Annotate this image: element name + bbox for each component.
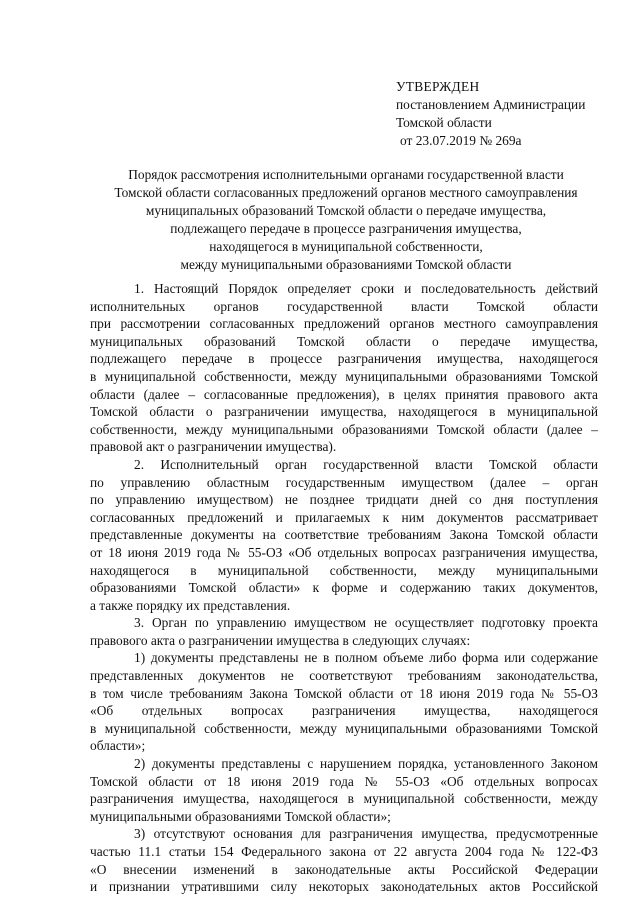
title-line: Томской области согласованных предложений органов местного самоуправления — [114, 185, 578, 200]
text-line: от 18 июня 2019 года № 55-ОЗ «Об отдельных вопросах разграничения имущества, — [90, 544, 598, 560]
paragraph-3 — [90, 614, 598, 649]
text-line: а также порядку их представления. — [90, 597, 291, 613]
list-item-3 — [90, 825, 598, 895]
text-line: правовой акт о разграничении имущества). — [90, 439, 337, 455]
paragraph-1 — [90, 280, 598, 456]
text-line: Томской области о разграничении имущества, находящегося в муниципальной — [90, 404, 598, 420]
text-line: муниципальных образований Томской области о передаче имущества, — [90, 333, 598, 349]
title-line: муниципальных образований Томской области о передаче имущества, — [145, 203, 547, 218]
text-line: по управлению имуществом) не позднее тридцати дней со дня поступления — [90, 492, 598, 508]
text-line: области»; — [90, 738, 146, 754]
list-item-1 — [90, 649, 598, 755]
text-line: при рассмотрении согласованных предложений органов местного самоуправления — [90, 316, 598, 332]
text-line: в муниципальной собственности, между муниципальными образованиями Томской — [90, 720, 598, 736]
text-line: согласованных предложений и прилагаемых к ним документов рассматривает — [90, 509, 598, 525]
approval-date-line: от 23.07.2019 № 269а — [400, 133, 522, 148]
text-line: и признании утратившими силу некоторых законодательных актов Российской — [90, 879, 598, 895]
text-line: в муниципальной собственности, между муниципальными образованиями Томской — [90, 368, 598, 384]
paragraph-2 — [90, 456, 598, 614]
text-line: 3) отсутствуют основания для разграничения имущества, предусмотренные — [134, 826, 598, 842]
document-title — [90, 166, 602, 274]
text-line: образованиями Томской области» к форме и содержанию таких документов, — [90, 580, 598, 596]
text-line: правового акта о разграничении имущества в следующих случаях: — [90, 632, 471, 648]
text-line: частью 11.1 статьи 154 Федерального закона от 22 августа 2004 года № 122-ФЗ — [90, 844, 598, 859]
document-body — [90, 280, 598, 896]
text-line: по управлению областным государственным имуществом (далее – орган — [90, 474, 598, 490]
title-line: Порядок рассмотрения исполнительными органами государственной власти — [128, 167, 564, 182]
approval-region-line: Томской области — [396, 115, 492, 130]
text-line: в том числе требованиям Закона Томской области от 18 июня 2019 года № 55-ОЗ — [90, 685, 598, 701]
text-line: собственности, между муниципальными образованиями Томской области (далее – — [90, 421, 598, 437]
text-line: области (далее – согласованные предложения), в целях принятия правового акта — [90, 386, 598, 402]
list-item-2 — [90, 755, 598, 825]
title-line: находящегося в муниципальной собственности, — [209, 239, 483, 254]
text-line: 2) документы представлены с нарушением порядка, установленного Законом — [134, 756, 598, 772]
title-line: между муниципальными образованиями Томской области — [180, 257, 512, 272]
text-line: 3. Орган по управлению имуществом не осуществляет подготовку проекта — [134, 615, 598, 631]
text-line: представленных документов не соответствуют требованиям законодательства, — [90, 668, 598, 684]
text-line: 1. Настоящий Порядок определяет сроки и последовательность действий — [134, 281, 598, 296]
text-line: «Об отдельных вопросах разграничения имущества, находящегося — [90, 703, 598, 719]
text-line: находящегося в муниципальной собственности, между муниципальными — [90, 562, 598, 578]
text-line: Томской области от 18 июня 2019 года № 55-ОЗ «Об отдельных вопросах — [90, 773, 598, 789]
approval-issuer-line: постановлением Администрации — [396, 97, 586, 112]
text-line: 1) документы представлены не в полном объеме либо форма или содержание — [134, 650, 598, 666]
text-line: подлежащего передаче в процессе разграничения имущества, находящегося — [90, 351, 598, 367]
text-line: исполнительных органов государственной власти Томской области — [90, 298, 598, 314]
text-line: разграничения имущества, находящегося в муниципальной собственности, между — [90, 791, 598, 807]
approval-stamp-block — [396, 78, 616, 150]
title-line: подлежащего передаче в процессе разграничения имущества, — [170, 221, 522, 236]
approval-title: УТВЕРЖДЕН — [396, 79, 480, 94]
text-line: 2. Исполнительный орган государственной власти Томской области — [134, 456, 598, 472]
text-line: муниципальными образованиями Томской области»; — [90, 808, 391, 824]
text-line: «О внесении изменений в законодательные акты Российской Федерации — [90, 861, 598, 877]
text-line: представленные документы на соответствие требованиям Закона Томской области — [90, 527, 598, 543]
